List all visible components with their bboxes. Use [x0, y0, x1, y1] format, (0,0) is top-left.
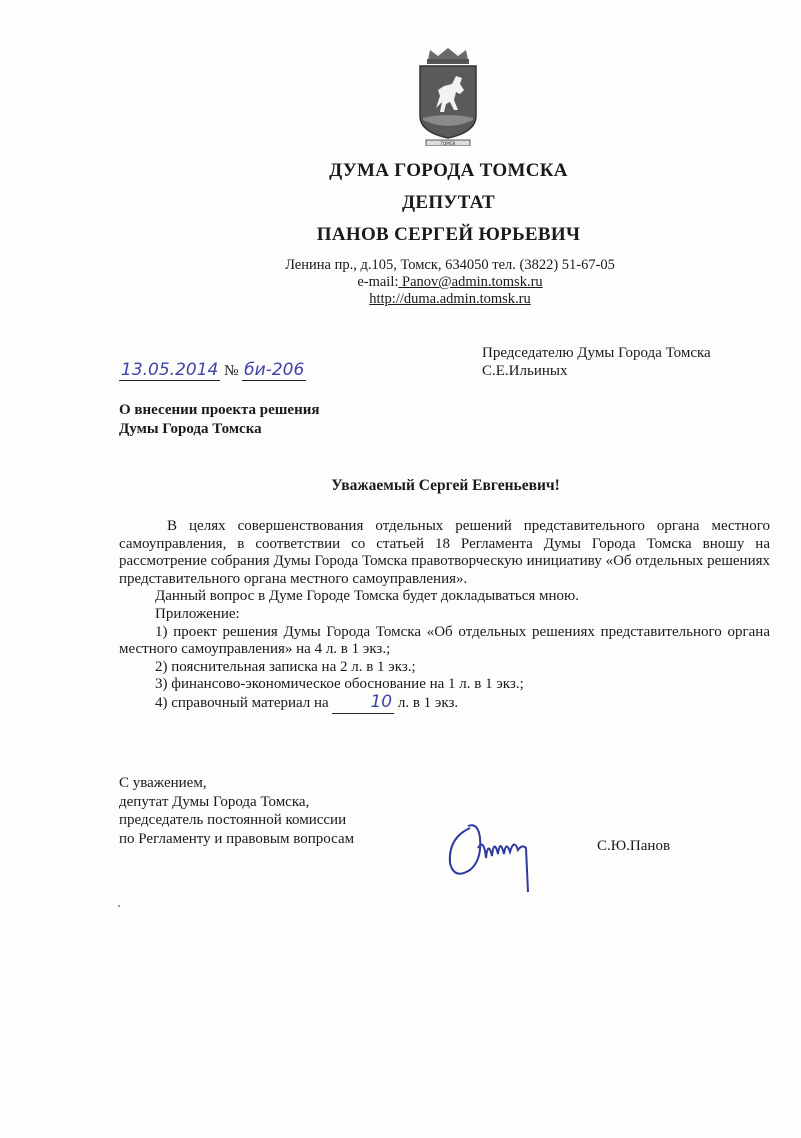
attachment-item: 2) пояснительная записка на 2 л. в 1 экз.;: [155, 658, 416, 675]
email-link[interactable]: Panov@admin.tomsk.ru: [398, 274, 543, 290]
attachment-item-suffix: л. в 1 экз.: [397, 694, 459, 711]
signer-name: С.Ю.Панов: [597, 838, 671, 854]
attachment-item: 1) проект решения Думы Города Томска «Об отдельных решениях представительного органа местного самоуправления» на 4 л. в 1 экз.;: [119, 623, 770, 658]
attachment-item: 3) финансово-экономическое обоснование на 1 л. в 1 экз.;: [155, 676, 524, 693]
attachment-item-prefix: 4) справочный материал на: [155, 694, 329, 711]
reference-line: [119, 360, 306, 381]
subject-block: [119, 401, 320, 439]
closing-line: председатель постоянной комиссии: [119, 812, 347, 828]
letter-body: [119, 518, 770, 714]
addressee-block: [482, 344, 711, 380]
attachments-label: Приложение:: [155, 605, 240, 622]
closing-line: депутат Думы Города Томска,: [119, 793, 310, 810]
body-paragraph: В целях совершенствования отдельных решений представительного органа местного самоуправления, в соответствии со статьей 18 Регламента Думы Города Томска вношу на рассмотрение собрания Думы Города Томска правотворческую инициативу «Об отдельных решениях представительного органа местного самоуправления».: [119, 518, 770, 587]
position-title: ДЕПУТАТ: [401, 192, 496, 213]
handwritten-page-count: 10: [370, 691, 393, 712]
attachment-item: [119, 691, 770, 714]
deputy-name: ПАНОВ СЕРГЕЙ ЮРЬЕВИЧ: [316, 224, 581, 245]
handwritten-date: 13.05.2014: [121, 360, 219, 380]
coat-of-arms-icon: [408, 46, 488, 146]
number-sign: №: [224, 363, 239, 379]
email-label: e-mail:: [357, 274, 399, 290]
subject-line-1: О внесении проекта решения: [119, 402, 320, 418]
closing-block: [119, 774, 354, 848]
handwritten-number: би-206: [244, 360, 305, 380]
closing-line: по Регламенту и правовым вопросам: [119, 830, 355, 847]
email-line: [240, 274, 660, 291]
signature-icon: [440, 808, 550, 898]
organization-title: ДУМА ГОРОДА ТОМСКА: [329, 160, 568, 181]
addressee-title: Председателю Думы Города Томска: [482, 345, 711, 361]
emblem-motto: ТОМСК: [440, 141, 456, 146]
website-line: [240, 291, 660, 308]
website-link[interactable]: http://duma.admin.tomsk.ru: [369, 291, 531, 307]
address-line: Ленина пр., д.105, Томск, 634050 тел. (3822) 51-67-05: [285, 257, 615, 273]
subject-line-2: Думы Города Томска: [119, 421, 262, 437]
body-paragraph: Данный вопрос в Думе Городе Томска будет докладываться мною.: [155, 588, 579, 605]
scan-speck: [118, 905, 120, 907]
addressee-name: С.Е.Ильиных: [482, 363, 568, 379]
greeting: Уважаемый Сергей Евгеньевич!: [331, 477, 560, 494]
closing-line: С уважением,: [119, 775, 207, 791]
